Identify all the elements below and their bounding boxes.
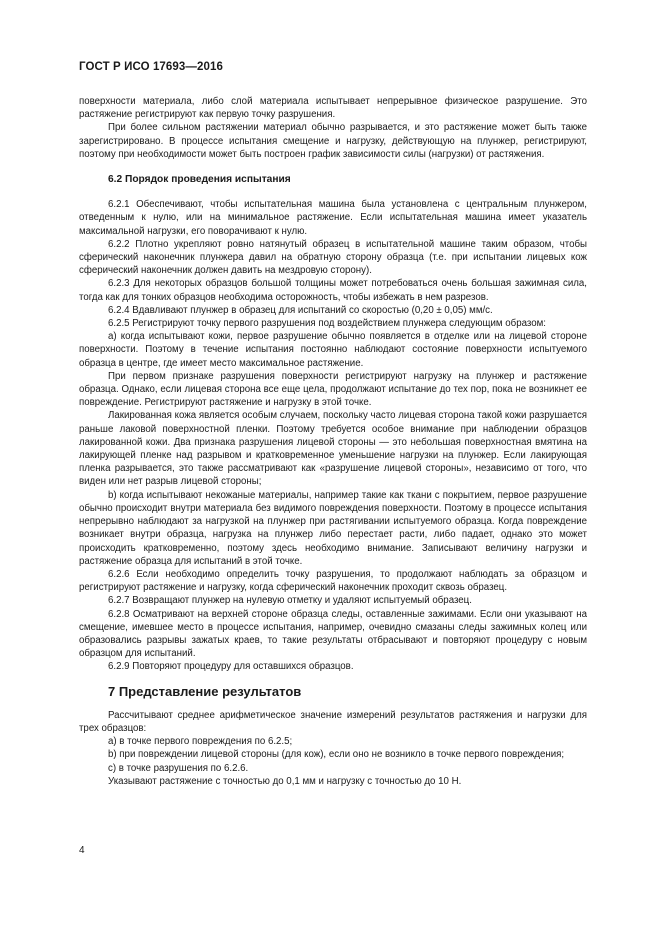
section-heading: 7 Представление результатов xyxy=(108,683,302,699)
clause-6-2-4: 6.2.4 Вдавливают плунжер в образец для испытаний со скоростью (0,20 ± 0,05) мм/с. xyxy=(108,304,493,316)
clause-6-2-5: 6.2.5 Регистрируют точку первого разрушения под воздействием плунжера следующим образом: xyxy=(108,318,546,330)
section-intro: Рассчитывают среднее арифметическое значение измерений результатов растяжения и нагрузки для трех образцов: xyxy=(79,709,587,734)
clause-6-2-9: 6.2.9 Повторяют процедуру для оставшихся образцов. xyxy=(108,661,354,673)
section-closing: Указывают растяжение с точностью до 0,1 мм и нагрузку с точностью до 10 Н. xyxy=(108,775,462,787)
paragraph: При первом признаке разрушения поверхности регистрируют нагрузку на плунжер и растяжение образца. Однако, если лицевая сторона все еще цела, продолжают испытание до тех пор, пока не возникнет ее повреждение. Регистрируют растяжение и нагрузку в этой точке. xyxy=(79,370,587,409)
page-number: 4 xyxy=(79,845,85,856)
document-header: ГОСТ Р ИСО 17693—2016 xyxy=(79,61,224,73)
clause-6-2-5-a: a) когда испытывают кожи, первое разрушение обычно появляется в отделке или на лицевой стороне поверхности. Поэтому в течение испытания постоянно наблюдают состояние поверхности испытуемого образца в центре, где имеет место максимальное растяжение. xyxy=(79,331,587,369)
list-item: a) в точке первого повреждения по 6.2.5; xyxy=(108,736,293,748)
clause-6-2-3: 6.2.3 Для некоторых образцов большой толщины может потребоваться очень большая зажимная сила, тогда как для тонких образцов необходима осторожность, чтобы избежать в нем разрезов. xyxy=(79,278,587,303)
clause-6-2-2: 6.2.2 Плотно укрепляют ровно натянутый образец в испытательной машине таким образом, чтобы сферический наконечник плунжера давил на обратную сторону образца (т.е. при испытании лицевых кож сферический наконечник должен давить на мездровую сторону). xyxy=(79,238,587,277)
document-body xyxy=(79,95,587,788)
clause-6-2-7: 6.2.7 Возвращают плунжер на нулевую отметку и удаляют испытуемый образец. xyxy=(108,595,472,607)
paragraph: При более сильном растяжении материал обычно разрывается, и это растяжение может быть также зарегистрировано. В процессе испытания смещение и нагрузку, действующую на плунжер, регистрируют, поэтому при необходимости может быть построен график зависимости силы (нагрузки) от растяжения. xyxy=(79,122,587,160)
list-item: b) при повреждении лицевой стороны (для кож), если оно не возникло в точке первого повреждения; xyxy=(108,749,565,761)
clause-6-2-8: 6.2.8 Осматривают на верхней стороне образца следы, оставленные зажимами. Если они указывают на смещение, имевшее место в процессе испытания, например, очевидно смазаны следы зажимных колец или образовались разрывы зажатых краев, то такие результаты отбрасывают и повторяют процедуру с новым образцом для испытаний. xyxy=(79,608,587,660)
clause-6-2-6: 6.2.6 Если необходимо определить точку разрушения, то продолжают наблюдать за образцом и регистрируют растяжение и нагрузку, когда сферический наконечник проходит сквозь образец. xyxy=(79,568,587,594)
clause-6-2-5-b: b) когда испытывают некожаные материалы, например такие как ткани с покрытием, первое разрушение обычно происходит внутри материала без видимого повреждения поверхности. Поэтому в процессе испытания непрерывно наблюдают за нагрузкой на плунжер при растягивании испытуемого образца. Когда повреждение возникает внутри образца, нагрузка на плунжер либо перестает расти, либо падает, однако это может происходить кратковременно, поэтому здесь необходимо внимание. Записывают величину нагрузки и растяжение образца для испытаний в этой точке. xyxy=(79,489,587,567)
paragraph: поверхности материала, либо слой материала испытывает непрерывное физическое разрушение. Это растяжение регистрируют как первую точку разрушения. xyxy=(79,96,587,121)
paragraph: Лакированная кожа является особым случаем, поскольку часто лицевая сторона такой кожи разрушается раньше лаковой поверхностной пленки. Поэтому требуется особое внимание при наблюдении образцов лакированной кожи. Два признака разрушения лицевой стороны — это небольшая поверхностная вмятина на лакирующей пленке над разрывом и кратковременное уменьшение нагрузки на плунжер. Если лакирующая пленка разрывается, это также рассматривают как «разрушение лицевой стороны», независимо от того, что виден или нет разрыв лицевой стороны; xyxy=(79,410,587,488)
clause-6-2-1: 6.2.1 Обеспечивают, чтобы испытательная машина была установлена с центральным плунжером, отведенным к нулю, или на минимальное растяжение. Если испытательная машина имеет указатель максимальной нагрузки, его поворачивают к нулю. xyxy=(79,199,587,237)
list-item: c) в точке разрушения по 6.2.6. xyxy=(108,762,249,774)
subsection-heading: 6.2 Порядок проведения испытания xyxy=(108,174,291,186)
